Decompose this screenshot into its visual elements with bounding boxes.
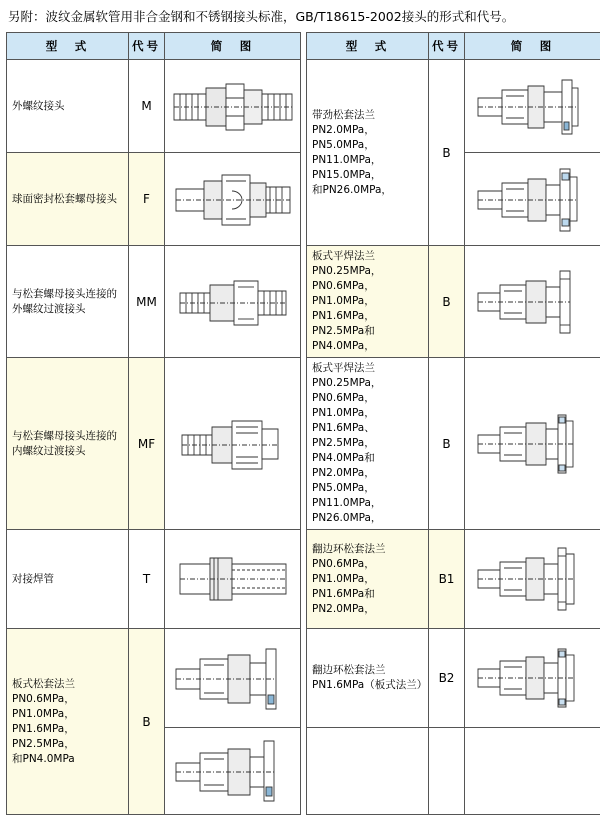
lap-joint-flange-b2-icon	[466, 633, 600, 723]
type-line-3: PN1.0MPa，PN1.6MPa、	[312, 406, 423, 436]
table-row	[7, 530, 600, 629]
figure-cell-plate-loose-flange-2	[165, 728, 301, 815]
header-type-left: 型 式	[7, 33, 129, 60]
figure-cell-plate-flat-weld-1	[465, 246, 600, 358]
type-line-1: 板式平焊法兰	[312, 361, 423, 376]
type-cell-plate-loose-flange	[7, 629, 129, 815]
header-code-right: 代号	[429, 33, 465, 60]
ribbed-loose-flange-icon-2	[466, 157, 600, 241]
type-cell-mf: 与松套螺母接头连接的内螺纹过渡接头	[7, 358, 129, 530]
code-cell-plate-flat-weld-2: B	[429, 358, 465, 530]
plate-flat-weld-flange-2-icon	[466, 399, 600, 489]
empty-figure-cell	[465, 728, 600, 815]
header-type-right: 型 式	[307, 33, 429, 60]
table-row	[7, 60, 600, 153]
figure-cell-f	[165, 153, 301, 246]
figure-cell-mf	[165, 358, 301, 530]
type-cell-m: 外螺纹接头	[7, 60, 129, 153]
type-line-2: PN1.6MPa（板式法兰）	[312, 678, 423, 693]
type-line-2: PN2.0MPa，PN5.0MPa，	[312, 123, 423, 153]
type-line-2: PN0.25MPa，PN0.6MPa，	[312, 376, 423, 406]
threaded-male-connector-icon	[166, 64, 300, 148]
plate-flat-weld-flange-icon	[466, 257, 600, 347]
figure-cell-plate-loose-flange-1	[165, 629, 301, 728]
type-line-1: 板式松套法兰	[12, 677, 123, 692]
type-line-2: PN0.25MPa，PN0.6MPa，	[312, 264, 423, 294]
type-cell-f: 球面密封松套螺母接头	[7, 153, 129, 246]
female-transition-adapter-icon	[166, 399, 300, 489]
figure-cell-lap-joint-b2	[465, 629, 600, 728]
plate-loose-flange-icon	[166, 633, 300, 723]
ribbed-loose-flange-icon	[466, 64, 600, 148]
type-line-6: PN11.0MPa，PN26.0MPa，	[312, 496, 423, 526]
type-cell-ribbed-flange	[307, 60, 429, 246]
type-line-3: PN1.0MPa，PN1.6MPa，	[312, 294, 423, 324]
type-cell-t: 对接焊管	[7, 530, 129, 629]
type-cell-lap-joint-b1	[307, 530, 429, 629]
type-line-3: PN11.0MPa，PN15.0MPa，	[312, 153, 423, 183]
male-transition-adapter-icon	[166, 257, 300, 347]
type-cell-plate-flat-weld-2	[307, 358, 429, 530]
code-cell-lap-joint-b2: B2	[429, 629, 465, 728]
table-header-row	[7, 33, 600, 60]
figure-cell-t	[165, 530, 301, 629]
type-line-1: 带劲松套法兰	[312, 108, 423, 123]
code-cell-f: F	[129, 153, 165, 246]
type-cell-plate-flat-weld-1	[307, 246, 429, 358]
empty-type-cell	[307, 728, 429, 815]
code-cell-m: M	[129, 60, 165, 153]
figure-cell-lap-joint-b1	[465, 530, 600, 629]
type-line-1: 板式平焊法兰	[312, 249, 423, 264]
type-line-2: PN0.6MPa，PN1.0MPa，	[12, 692, 123, 722]
type-line-3: PN1.6MPa和PN2.0MPa，	[312, 587, 423, 617]
code-cell-lap-joint-b1: B1	[429, 530, 465, 629]
empty-code-cell	[429, 728, 465, 815]
figure-cell-mm	[165, 246, 301, 358]
header-figure-left: 简 图	[165, 33, 301, 60]
butt-weld-pipe-icon	[166, 534, 300, 624]
code-cell-mm: MM	[129, 246, 165, 358]
standard-table	[6, 32, 600, 815]
code-cell-plate-loose-flange: B	[129, 629, 165, 815]
table-row	[7, 358, 600, 530]
code-cell-t: T	[129, 530, 165, 629]
type-line-4: 和PN26.0MPa，	[312, 183, 423, 198]
table-row	[7, 153, 600, 246]
table-row	[7, 629, 600, 728]
figure-cell-ribbed-flange-1	[465, 60, 600, 153]
header-code-left: 代号	[129, 33, 165, 60]
header-figure-right: 简 图	[465, 33, 600, 60]
code-cell-plate-flat-weld-1: B	[429, 246, 465, 358]
lap-joint-flange-icon	[466, 534, 600, 624]
code-cell-mf: MF	[129, 358, 165, 530]
plate-loose-flange-icon-2	[166, 729, 300, 813]
type-line-4: PN2.5MPa和PN4.0MPa，	[312, 324, 423, 354]
figure-cell-m	[165, 60, 301, 153]
type-line-4: 和PN4.0MPa	[12, 752, 123, 767]
code-cell-ribbed-flange: B	[429, 60, 465, 246]
type-line-5: PN2.0MPa，PN5.0MPa，	[312, 466, 423, 496]
type-line-4: PN2.5MPa，PN4.0MPa和	[312, 436, 423, 466]
figure-cell-ribbed-flange-2	[465, 153, 600, 246]
page-title: 另附：波纹金属软管用非合金钢和不锈钢接头标准，GB/T18615-2002接头的形式和代号。	[6, 6, 594, 32]
type-line-1: 翻边环松套法兰	[312, 663, 423, 678]
type-cell-mm: 与松套螺母接头连接的外螺纹过渡接头	[7, 246, 129, 358]
type-line-1: 翻边环松套法兰	[312, 542, 423, 557]
column-gap	[301, 153, 307, 246]
type-line-2: PN0.6MPa，PN1.0MPa，	[312, 557, 423, 587]
table-row	[7, 246, 600, 358]
type-line-3: PN1.6MPa，PN2.5MPa，	[12, 722, 123, 752]
type-cell-lap-joint-b2	[307, 629, 429, 728]
spherical-seal-union-nut-icon	[166, 157, 300, 241]
figure-cell-plate-flat-weld-2	[465, 358, 600, 530]
